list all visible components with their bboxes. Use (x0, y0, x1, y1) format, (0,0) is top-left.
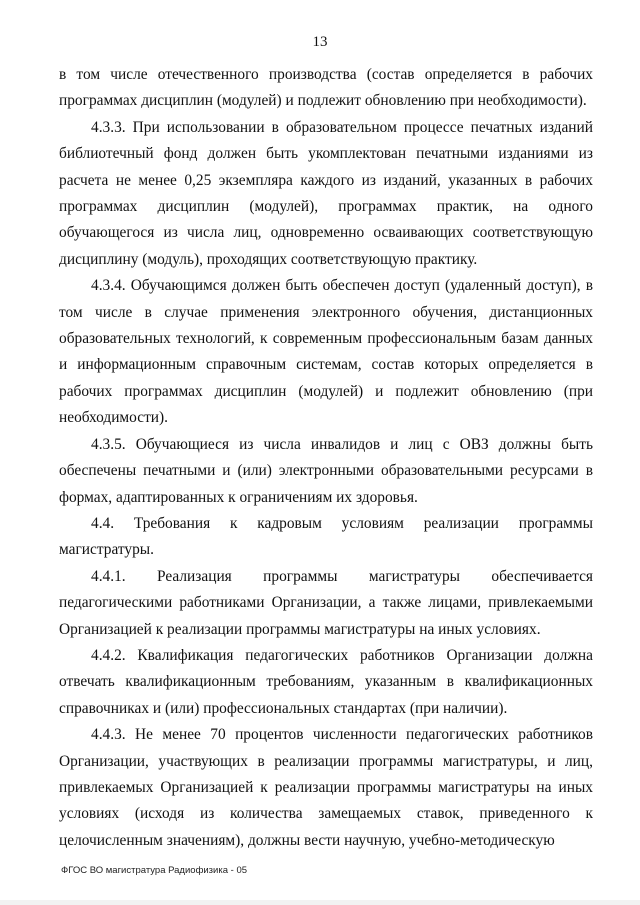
paragraph-4-4-1: 4.4.1. Реализация программы магистратуры обеспечивается педагогическими работниками Организации, а также лицами, привлекаемыми Организацией к реализации программы магистратуры на иных условиях. (59, 567, 593, 638)
paragraph-4-3-5: 4.3.5. Обучающиеся из числа инвалидов и лиц с ОВЗ должны быть обеспечены печатными и (или) электронными образовательными ресурсами в формах, адаптированных к ограничениям их здоровья. (59, 435, 593, 506)
paragraph-4-4-2: 4.4.2. Квалификация педагогических работников Организации должна отвечать квалификационным требованиям, указанным в квалификационных справочниках и (или) профессиональных стандартах (при наличии). (59, 646, 593, 717)
document-footer: ФГОС ВО магистратура Радиофизика - 05 (61, 865, 248, 876)
paragraph-4-3-4: 4.3.4. Обучающимся должен быть обеспечен доступ (удаленный доступ), в том числе в случае применения электронного обучения, дистанционных образовательных технологий, к современным профессиональным базам данных и информационным справочным системам, состав которых определяется в рабочих программах дисциплин (модулей) и подлежит обновлению (при необходимости). (59, 277, 593, 427)
document-body (59, 62, 593, 854)
page-number: 13 (312, 34, 328, 50)
paragraph-4-4: 4.4. Требования к кадровым условиям реализации программы магистратуры. (59, 514, 593, 559)
paragraph-4-4-3: 4.4.3. Не менее 70 процентов численности педагогических работников Организации, участвующих в реализации программы магистратуры, и лиц, привлекаемых Организацией к реализации программы магистратуры на иных условиях (исходя из количества замещаемых ставок, приведенного к целочисленным значениям), должны вести научную, учебно-методическую (59, 726, 593, 849)
page-bottom-edge (0, 900, 640, 905)
paragraph-4-3-3: 4.3.3. При использовании в образовательном процессе печатных изданий библиотечный фонд должен быть укомплектован печатными изданиями из расчета не менее 0,25 экземпляра каждого из изданий, указанных в рабочих программах дисциплин (модулей), программах практик, на одного обучающегося из числа лиц, одновременно осваивающих соответствующую дисциплину (модуль), проходящих соответствующую практику. (59, 118, 593, 268)
paragraph-continuation: в том числе отечественного производства (состав определяется в рабочих программах дисциплин (модулей) и подлежит обновлению при необходимости). (59, 66, 593, 110)
